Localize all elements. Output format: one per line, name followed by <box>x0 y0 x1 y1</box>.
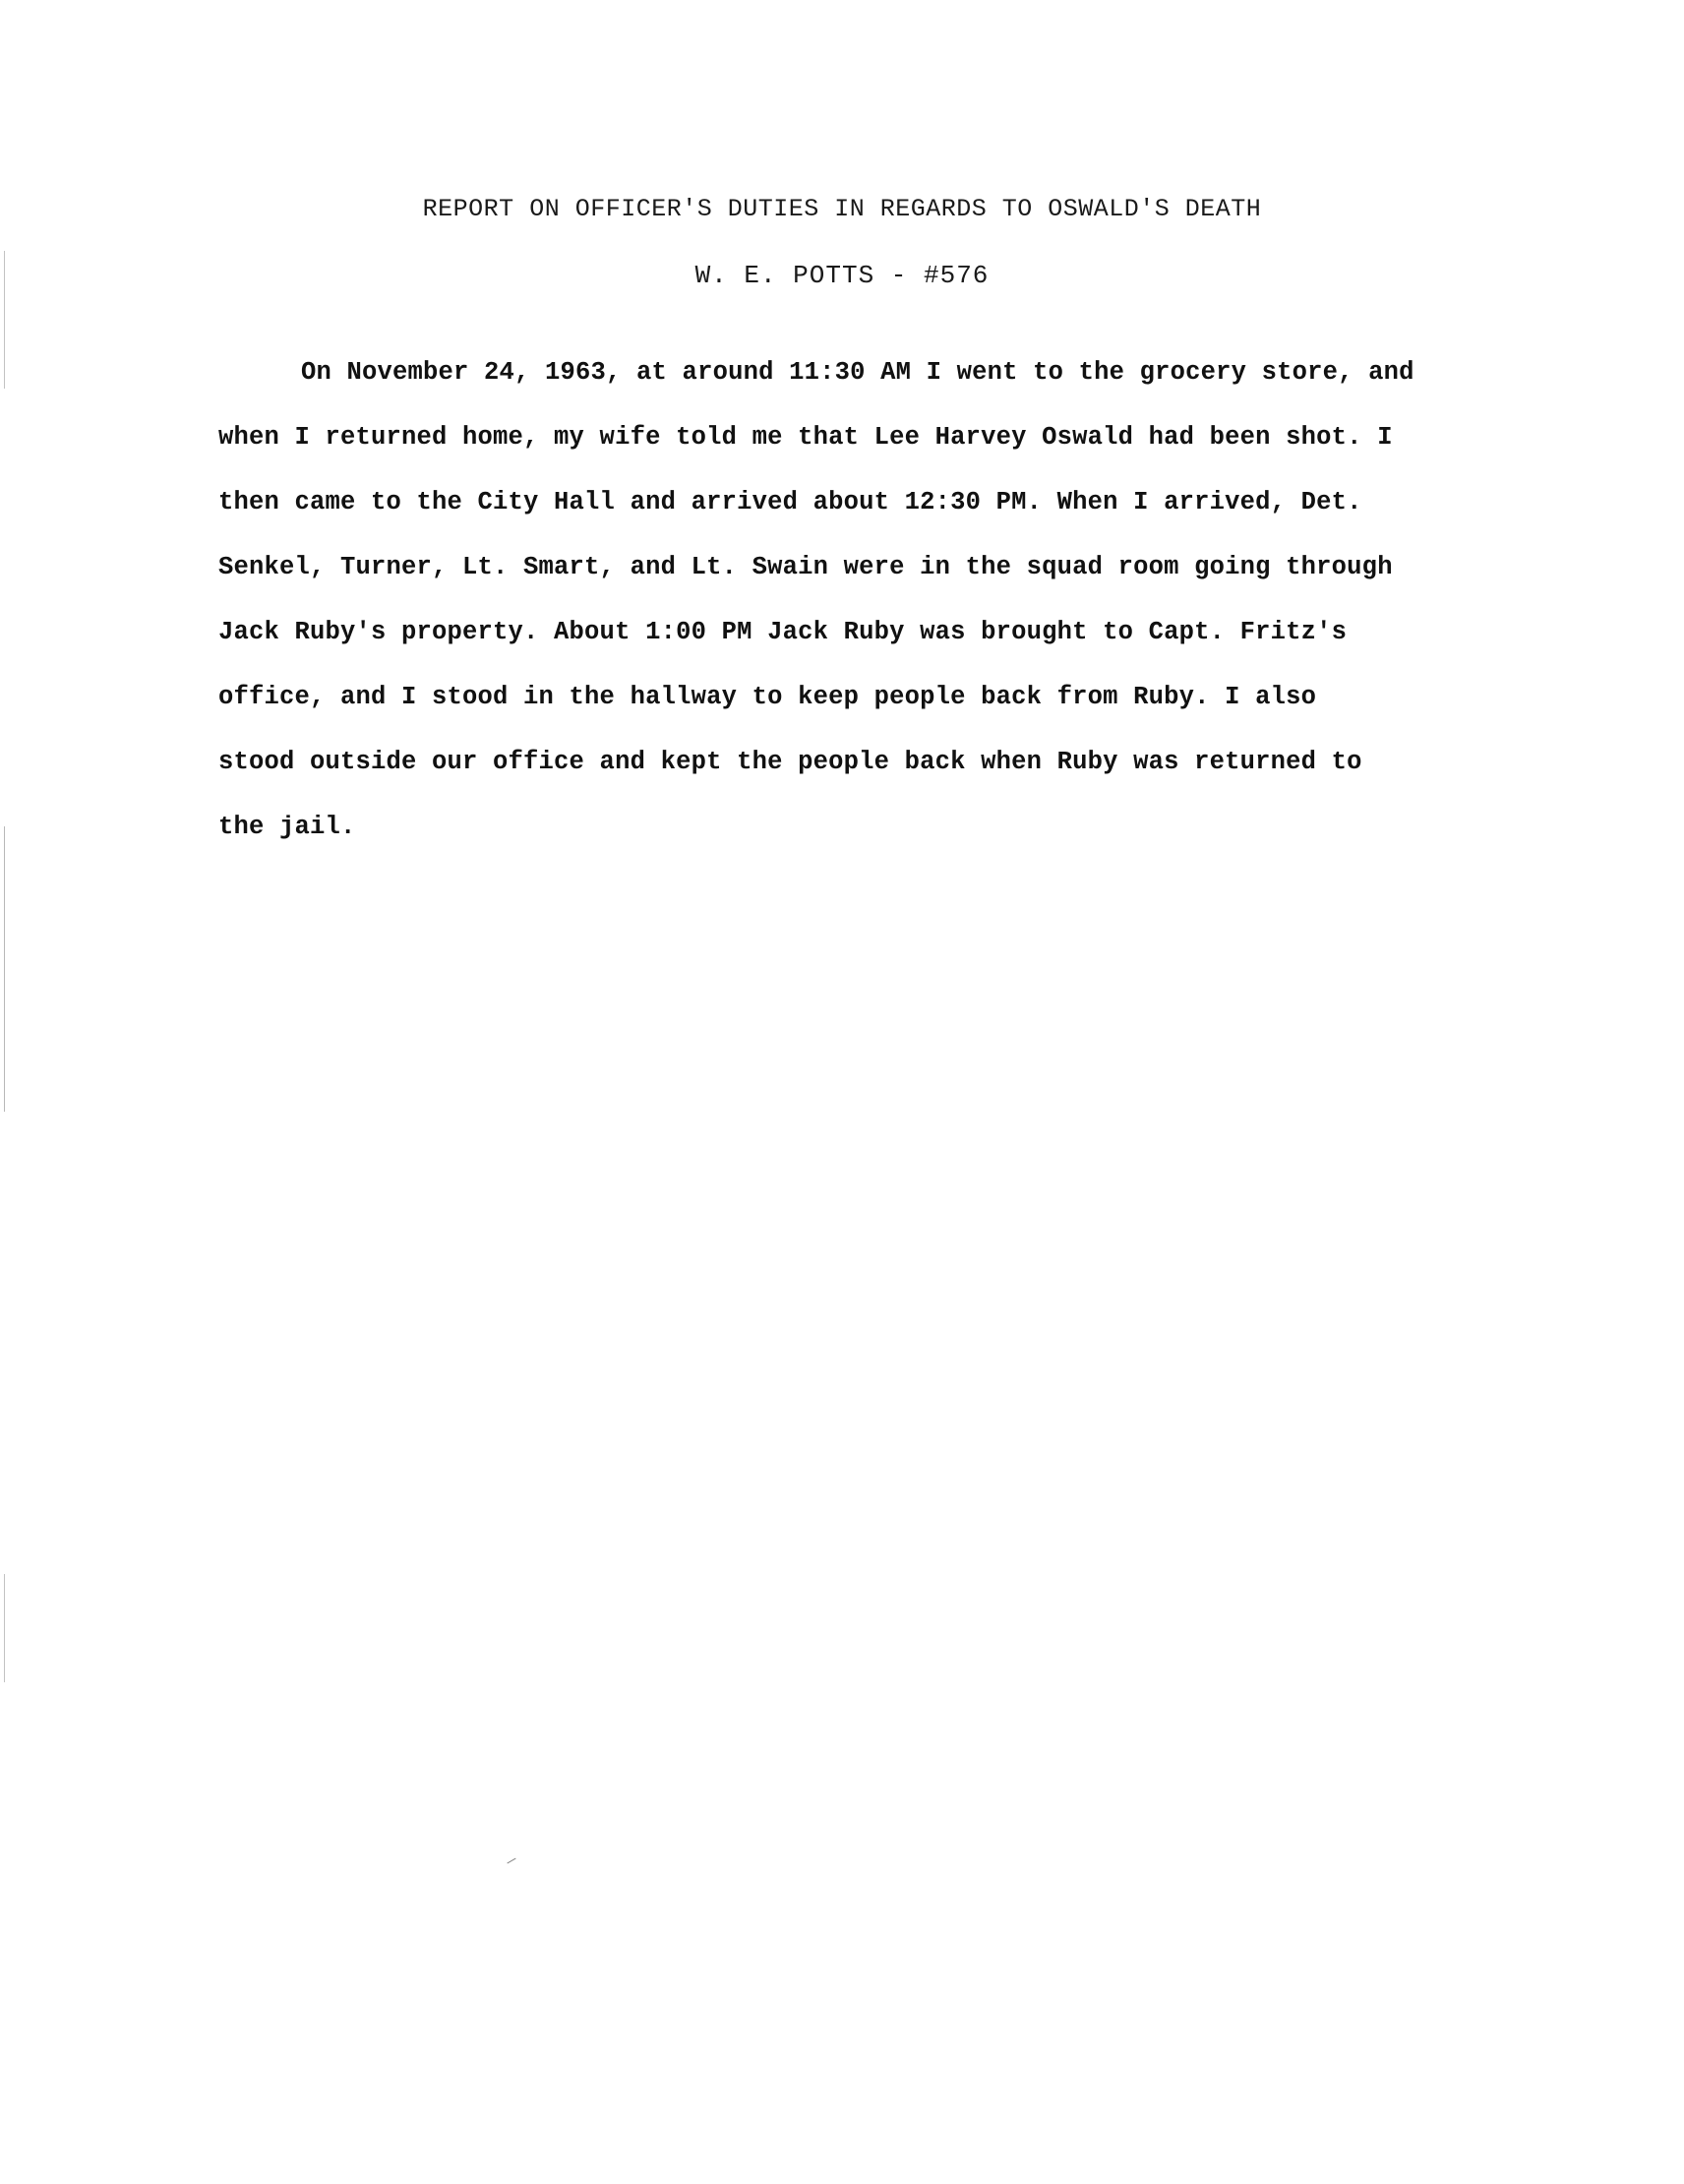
body-line: office, and I stood in the hallway to keep people back from Ruby. I also <box>218 683 1317 711</box>
body-line: stood outside our office and kept the people back when Ruby was returned to <box>218 748 1362 776</box>
body-line: Jack Ruby's property. About 1:00 PM Jack Ruby was brought to Capt. Fritz's <box>218 618 1348 646</box>
body-line: when I returned home, my wife told me that Lee Harvey Oswald had been shot. I <box>218 423 1393 452</box>
scan-speck <box>507 1858 515 1864</box>
officer-byline: W. E. POTTS - #576 <box>694 261 990 290</box>
report-title: REPORT ON OFFICER'S DUTIES IN REGARDS TO OSWALD'S DEATH <box>422 195 1262 223</box>
body-line: the jail. <box>218 813 356 841</box>
body-line: Senkel, Turner, Lt. Smart, and Lt. Swain were in the squad room going through <box>218 553 1393 581</box>
body-line: then came to the City Hall and arrived about 12:30 PM. When I arrived, Det. <box>218 488 1362 516</box>
body-line: On November 24, 1963, at around 11:30 AM I went to the grocery store, and <box>301 358 1414 387</box>
scan-edge-mark <box>4 826 5 1112</box>
scan-edge-mark <box>4 1574 5 1682</box>
